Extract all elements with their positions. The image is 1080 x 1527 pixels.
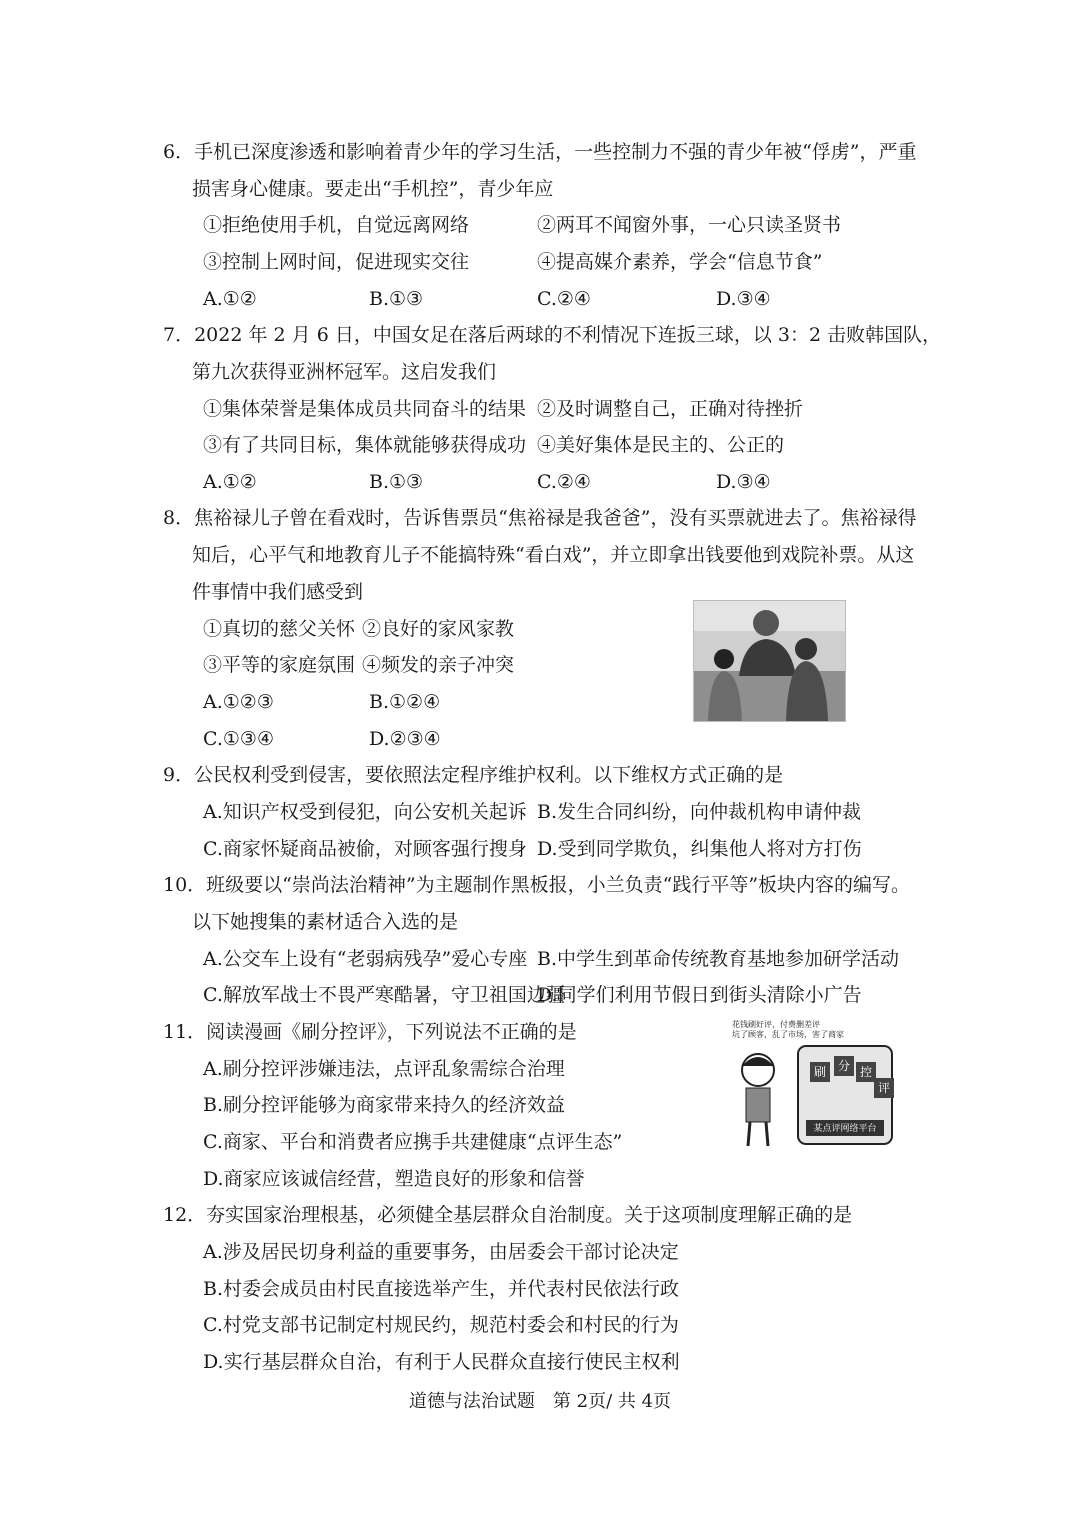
cartoon-tile-2: 分 bbox=[834, 1056, 854, 1076]
q6-statement-1: ①拒绝使用手机，自觉远离网络 bbox=[203, 214, 470, 236]
q7-stem-line1: 7．2022 年 2 月 6 日，中国女足在落后两球的不利情况下连扳三球，以 3：2 击败韩国队， bbox=[163, 324, 942, 346]
q7-stem-line2: 第九次获得亚洲杯冠军。这启发我们 bbox=[192, 361, 497, 383]
q6-statement-4: ④提高媒介素养，学会“信息节食” bbox=[537, 251, 823, 273]
q12-option-d: D.实行基层群众自治，有利于人民群众直接行使民主权利 bbox=[203, 1351, 680, 1373]
q11-cartoon bbox=[728, 1018, 898, 1148]
q7-statement-2: ②及时调整自己，正确对待挫折 bbox=[537, 398, 804, 420]
q7-statement-1: ①集体荣誉是集体成员共同奋斗的结果 bbox=[203, 398, 527, 420]
q6-option-d: D.③④ bbox=[716, 288, 771, 310]
q8-statement-2: ②良好的家风家教 bbox=[362, 618, 515, 640]
q7-statement-4: ④美好集体是民主的、公正的 bbox=[537, 434, 785, 456]
q8-statement-4: ④频发的亲子冲突 bbox=[362, 654, 515, 676]
q12-option-b: B.村委会成员由村民直接选举产生，并代表村民依法行政 bbox=[203, 1278, 680, 1300]
q7-option-a: A.①② bbox=[203, 471, 257, 493]
q6-statement-3: ③控制上网时间，促进现实交往 bbox=[203, 251, 470, 273]
q8-option-b: B.①②④ bbox=[369, 691, 441, 713]
q11-option-c: C.商家、平台和消费者应携手共建健康“点评生态” bbox=[203, 1131, 623, 1153]
q12-option-a: A.涉及居民切身利益的重要事务，由居委会干部讨论决定 bbox=[203, 1241, 679, 1263]
cartoon-platform-label: 某点评网络平台 bbox=[813, 1124, 877, 1134]
q11-stem: 11．阅读漫画《刷分控评》，下列说法不正确的是 bbox=[163, 1021, 577, 1043]
q6-stem-line1: 6．手机已深度渗透和影响着青少年的学习生活，一些控制力不强的青少年被“俘虏”，严重 bbox=[163, 141, 917, 163]
q6-stem-line2: 损害身心健康。要走出“手机控”，青少年应 bbox=[192, 178, 554, 200]
q10-stem-line2: 以下她搜集的素材适合入选的是 bbox=[192, 911, 459, 933]
q8-statement-3: ③平等的家庭氛围 bbox=[203, 654, 356, 676]
q10-option-b: B.中学生到革命传统教育基地参加研学活动 bbox=[537, 948, 900, 970]
q9-option-d: D.受到同学欺负，纠集他人将对方打伤 bbox=[537, 838, 862, 860]
page-footer: 道德与法治试题 第 2页/ 共 4页 bbox=[408, 1391, 672, 1412]
q8-option-d: D.②③④ bbox=[369, 728, 441, 750]
q9-stem: 9．公民权利受到侵害，要依照法定程序维护权利。以下维权方式正确的是 bbox=[163, 764, 784, 786]
q7-option-d: D.③④ bbox=[716, 471, 771, 493]
q10-option-d: D.同学们利用节假日到街头清除小广告 bbox=[537, 984, 862, 1006]
q6-option-c: C.②④ bbox=[537, 288, 591, 310]
q8-stem-line1: 8．焦裕禄儿子曾在看戏时，告诉售票员“焦裕禄是我爸爸”，没有买票就进去了。焦裕禄得 bbox=[163, 507, 917, 529]
q10-stem-line1: 10．班级要以“崇尚法治精神”为主题制作黑板报，小兰负责“践行平等”板块内容的编写。 bbox=[163, 874, 911, 896]
q11-option-d: D.商家应该诚信经营，塑造良好的形象和信誉 bbox=[203, 1168, 585, 1190]
cartoon-tile-3: 控 bbox=[856, 1062, 876, 1082]
q8-stem-line2: 知后，心平气和地教育儿子不能搞特殊“看白戏”，并立即拿出钱要他到戏院补票。从这 bbox=[192, 544, 915, 566]
q12-stem: 12．夯实国家治理根基，必须健全基层群众自治制度。关于这项制度理解正确的是 bbox=[163, 1204, 853, 1226]
q7-option-b: B.①③ bbox=[369, 471, 424, 493]
cartoon-caption-2: 坑了顾客，乱了市场，害了商家 bbox=[732, 1030, 844, 1039]
cartoon-tile-1: 刷 bbox=[810, 1062, 830, 1082]
q10-option-c: C.解放军战士不畏严寒酷暑，守卫祖国边疆 bbox=[203, 984, 565, 1006]
cartoon-caption-1: 花钱刷好评，付费删差评 bbox=[732, 1020, 820, 1029]
q6-option-a: A.①② bbox=[203, 288, 257, 310]
cartoon-tile-4: 评 bbox=[874, 1078, 894, 1098]
family-photo-illustration bbox=[694, 601, 845, 721]
q8-family-photo bbox=[693, 600, 846, 722]
q10-option-a: A.公交车上设有“老弱病残孕”爱心专座 bbox=[203, 948, 528, 970]
q11-option-b: B.刷分控评能够为商家带来持久的经济效益 bbox=[203, 1094, 566, 1116]
q6-statement-2: ②两耳不闻窗外事，一心只读圣贤书 bbox=[537, 214, 842, 236]
q7-option-c: C.②④ bbox=[537, 471, 591, 493]
q11-option-a: A.刷分控评涉嫌违法，点评乱象需综合治理 bbox=[203, 1058, 565, 1080]
q12-option-c: C.村党支部书记制定村规民约，规范村委会和村民的行为 bbox=[203, 1314, 679, 1336]
q9-option-b: B.发生合同纠纷，向仲裁机构申请仲裁 bbox=[537, 801, 862, 823]
q8-option-c: C.①③④ bbox=[203, 728, 274, 750]
q8-option-a: A.①②③ bbox=[203, 691, 274, 713]
q7-statement-3: ③有了共同目标，集体就能够获得成功 bbox=[203, 434, 527, 456]
q6-option-b: B.①③ bbox=[369, 288, 424, 310]
q8-statement-1: ①真切的慈父关怀 bbox=[203, 618, 356, 640]
q8-stem-line3: 件事情中我们感受到 bbox=[192, 581, 364, 603]
q9-option-a: A.知识产权受到侵犯，向公安机关起诉 bbox=[203, 801, 527, 823]
q9-option-c: C.商家怀疑商品被偷，对顾客强行搜身 bbox=[203, 838, 527, 860]
